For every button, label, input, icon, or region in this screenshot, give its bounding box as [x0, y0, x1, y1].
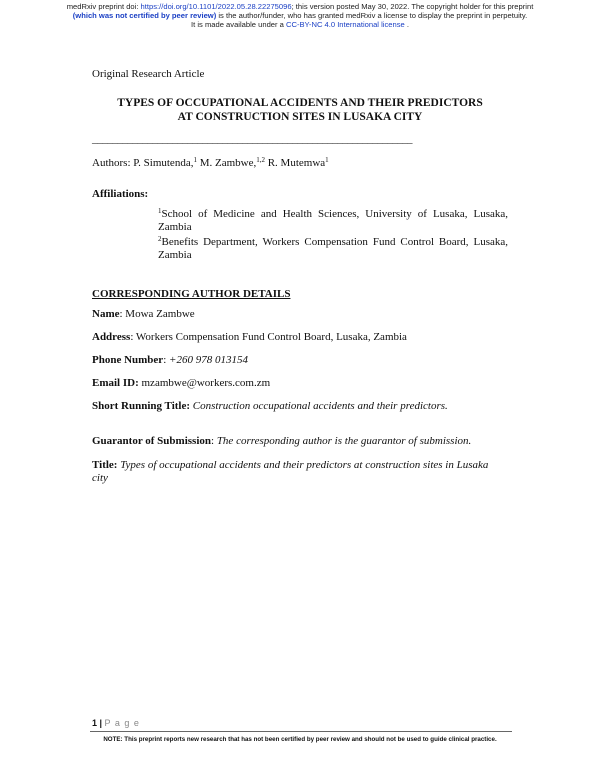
- running-title-label: Short Running Title:: [92, 400, 191, 412]
- banner-bold-note: (which was not certified by peer review): [72, 11, 217, 20]
- preprint-note: NOTE: This preprint reports new research that has not been certified by peer review and should not be used to guide clinical practice.: [103, 736, 497, 743]
- email-value[interactable]: mzambwe@workers.com.zm: [138, 377, 271, 389]
- name-label: Name: [92, 308, 120, 320]
- affiliation-2: [158, 236, 508, 262]
- corresponding-heading: CORRESPONDING AUTHOR DETAILS: [92, 288, 291, 300]
- title-rule: ________________________________________________________________: [92, 133, 412, 145]
- phone-row: [92, 354, 248, 366]
- guarantor-label: Guarantor of Submission: [92, 435, 211, 447]
- affiliation-1-sup: 1: [158, 207, 162, 215]
- footer-divider: [90, 731, 512, 732]
- title-line-2: AT CONSTRUCTION SITES IN LUSAKA CITY: [177, 111, 423, 123]
- authors-line: [92, 157, 329, 169]
- name-row: [92, 308, 195, 320]
- page-number: [92, 718, 140, 728]
- author-1-affil: 1: [193, 156, 197, 164]
- phone-label: Phone Number: [92, 354, 164, 366]
- name-value: : Mowa Zambwe: [119, 308, 195, 320]
- author-1: Authors: P. Simutenda,: [92, 157, 194, 169]
- banner-text: is the author/funder, who has granted medRxiv a license to display the preprint in perpetuity.: [216, 11, 528, 20]
- page-separator: |: [97, 718, 105, 728]
- license-link[interactable]: CC-BY-NC 4.0 International license: [286, 20, 405, 29]
- affiliations-heading: Affiliations:: [92, 188, 149, 200]
- running-title-row: [92, 400, 448, 412]
- email-label: Email ID:: [92, 377, 139, 389]
- doi-link[interactable]: https://doi.org/10.1101/2022.05.28.22275096: [140, 2, 292, 11]
- running-title-value: Construction occupational accidents and their predictors.: [190, 400, 448, 412]
- address-row: [92, 331, 407, 343]
- banner-text: It is made available under a: [191, 20, 286, 29]
- guarantor-row: [92, 435, 471, 447]
- banner-line-1: [0, 2, 600, 11]
- page-number-value: 1: [92, 718, 98, 728]
- affiliation-2-sup: 2: [158, 235, 162, 243]
- address-label: Address: [92, 331, 131, 343]
- affiliation-1-text: School of Medicine and Health Sciences, University of Lusaka, Lusaka, Zambia: [158, 208, 508, 233]
- author-3: R. Mutemwa: [264, 157, 326, 169]
- email-row: [92, 377, 270, 389]
- author-2-affil: 1,2: [256, 156, 265, 164]
- guarantor-sep: :: [211, 435, 217, 447]
- article-type: Original Research Article: [92, 68, 205, 80]
- banner-text: ; this version posted May 30, 2022. The copyright holder for this preprint: [291, 2, 534, 11]
- title-line-1: TYPES OF OCCUPATIONAL ACCIDENTS AND THEIR PREDICTORS: [117, 97, 483, 109]
- address-value: : Workers Compensation Fund Control Board, Lusaka, Zambia: [130, 331, 407, 343]
- banner-text: medRxiv preprint doi:: [66, 2, 141, 11]
- title-value: Types of occupational accidents and their predictors at construction sites in Lusaka city: [92, 459, 489, 484]
- paper-title: [60, 96, 540, 124]
- guarantor-value: The corresponding author is the guarantor of submission.: [216, 435, 472, 447]
- banner-text: .: [404, 20, 409, 29]
- affiliation-1: [158, 208, 508, 234]
- author-3-affil: 1: [325, 156, 329, 164]
- banner-line-3: [0, 20, 600, 29]
- title-label: Title:: [92, 459, 118, 471]
- phone-sep: :: [163, 354, 170, 366]
- author-2: M. Zambwe,: [196, 157, 257, 169]
- page-word: P a g e: [104, 718, 140, 728]
- affiliation-2-text: Benefits Department, Workers Compensation Fund Control Board, Lusaka, Zambia: [158, 236, 508, 261]
- preprint-banner: [0, 2, 600, 29]
- title-row: [92, 459, 502, 485]
- phone-value: +260 978 013154: [169, 354, 248, 366]
- banner-line-2: [0, 11, 600, 20]
